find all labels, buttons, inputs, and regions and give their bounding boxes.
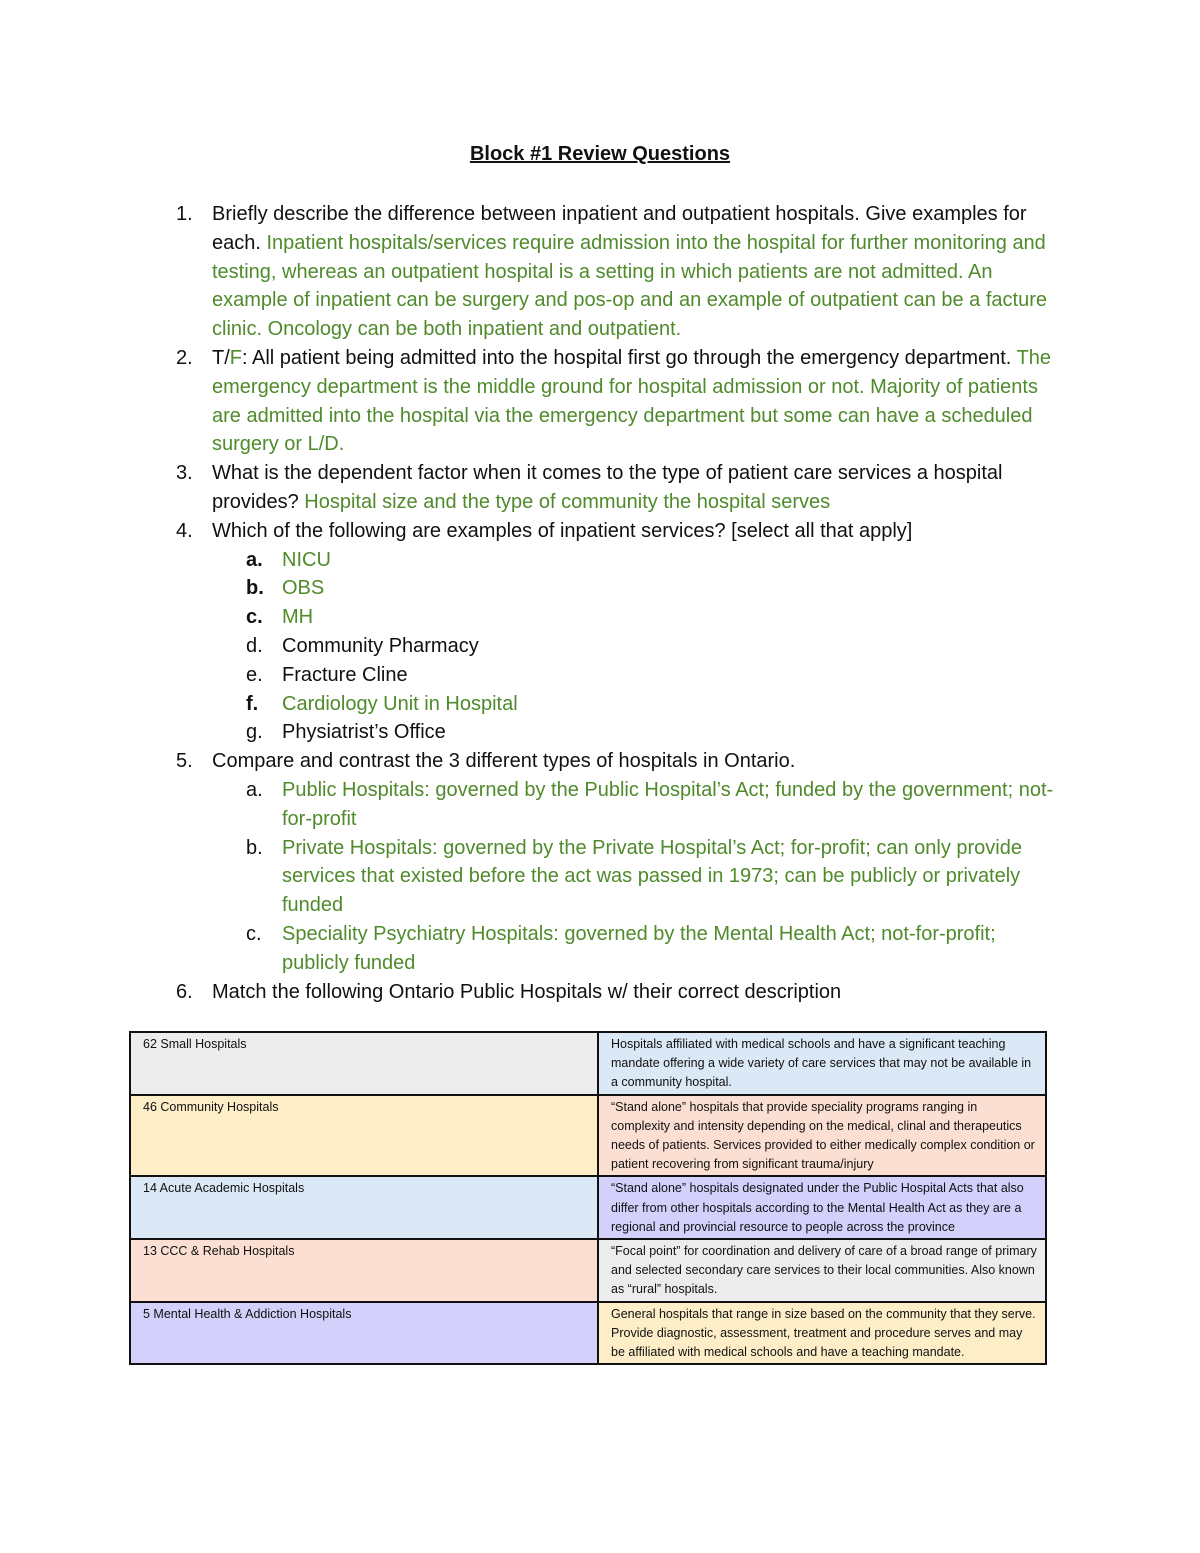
hospital-type-b: [176, 834, 1056, 920]
option-text: MH: [282, 606, 314, 629]
description-cell: “Focal point” for coordination and delivery of care of a broad range of primary and selected secondary care services to their local communities. Also known as “rural” hospitals.: [598, 1239, 1046, 1302]
question-1: [176, 200, 1056, 344]
option-text: Physiatrist’s Office: [282, 721, 446, 744]
question-6: [176, 978, 1056, 1007]
description-cell: “Stand alone” hospitals that provide speciality programs ranging in complexity and intensity depending on the medical, clinal and therapeutics needs of patients. Services provided to either medically complex condition or patient recovering from significant trauma/injury: [598, 1095, 1046, 1177]
option-letter: f.: [246, 692, 259, 715]
question-number: 6.: [176, 980, 193, 1003]
item-letter: a.: [246, 778, 263, 801]
table-row: [130, 1032, 1046, 1095]
question-number: 3.: [176, 462, 193, 485]
option-c: [176, 603, 1056, 632]
option-letter: e.: [246, 663, 263, 686]
hospital-name-cell: 46 Community Hospitals: [130, 1095, 598, 1177]
option-b: [176, 574, 1056, 603]
answer-text: The emergency department is the middle ground for hospital admission or not. Majority of patients are admitted into the hospital via the emergency department but some can have a scheduled surgery or L/D.: [212, 346, 1052, 456]
true-false-prefix: T/: [212, 346, 230, 369]
question-text: What is the dependent factor when it comes to the type of patient care services a hospital provides?: [212, 462, 1003, 513]
hospital-name-cell: 5 Mental Health & Addiction Hospitals: [130, 1302, 598, 1365]
question-text: Which of the following are examples of inpatient services? [select all that apply]: [212, 519, 913, 542]
answer-text: Inpatient hospitals/services require admission into the hospital for further monitoring and testing, whereas an outpatient hospital is a setting in which patients are not admitted. An example of inpatient can be surgery and pos-op and an example of outpatient can be a facture clinic. Oncology can be both inpatient and outpatient.: [212, 231, 1047, 341]
option-letter: g.: [246, 721, 263, 744]
question-list: [176, 200, 1056, 1006]
option-g: [176, 718, 1056, 747]
option-letter: a.: [246, 548, 263, 571]
table-row: [130, 1302, 1046, 1365]
table-row: [130, 1176, 1046, 1239]
hospital-type-c: [176, 920, 1056, 978]
item-letter: c.: [246, 922, 262, 945]
question-number: 1.: [176, 203, 193, 225]
option-e: [176, 661, 1056, 690]
option-text: NICU: [282, 548, 331, 571]
description-cell: General hospitals that range in size based on the community that they serve. Provide diagnostic, assessment, treatment and procedure serves and may be affiliated with medical schools and have a teaching mandate.: [598, 1302, 1046, 1365]
description-cell: “Stand alone” hospitals designated under the Public Hospital Acts that also differ from other hospitals according to the Mental Health Act as they are a regional and provincial resource to people across the province: [598, 1176, 1046, 1239]
table-row: [130, 1239, 1046, 1302]
question-2: [176, 344, 1056, 459]
page-title: Block #1 Review Questions: [469, 143, 731, 165]
option-a: [176, 546, 1056, 575]
question-5: [176, 747, 1056, 776]
item-text: Public Hospitals: governed by the Public Hospital’s Act; funded by the government; not-for-profit: [282, 778, 1054, 830]
question-4: [176, 517, 1056, 546]
question-3: [176, 459, 1056, 517]
question-text: Match the following Ontario Public Hospitals w/ their correct description: [212, 980, 842, 1003]
hospital-type-list: [176, 776, 1056, 978]
option-list: [176, 546, 1056, 748]
table-row: [130, 1095, 1046, 1177]
question-text: : All patient being admitted into the hospital first go through the emergency department.: [242, 346, 1012, 369]
true-false-selection: F: [229, 346, 242, 369]
hospital-name-cell: 13 CCC & Rehab Hospitals: [130, 1239, 598, 1302]
question-number: 4.: [176, 519, 193, 542]
question-text: Briefly describe the difference between inpatient and outpatient hospitals. Give examples for each.: [212, 203, 1027, 254]
option-text: Community Pharmacy: [282, 634, 479, 657]
option-text: Cardiology Unit in Hospital: [282, 692, 518, 715]
question-number: 2.: [176, 346, 193, 369]
option-text: Fracture Cline: [282, 663, 408, 686]
description-cell: Hospitals affiliated with medical schools and have a significant teaching mandate offering a wide variety of care services that may not be available in a community hospital.: [598, 1032, 1046, 1095]
option-letter: d.: [246, 634, 263, 657]
matching-table: [129, 1031, 1047, 1365]
option-f: [176, 690, 1056, 719]
hospital-name-cell: 14 Acute Academic Hospitals: [130, 1176, 598, 1239]
item-letter: b.: [246, 836, 263, 859]
option-text: OBS: [282, 577, 325, 600]
option-letter: c.: [246, 606, 263, 629]
hospital-name-cell: 62 Small Hospitals: [130, 1032, 598, 1095]
option-letter: b.: [246, 577, 264, 600]
hospital-type-a: [176, 776, 1056, 834]
item-text: Private Hospitals: governed by the Private Hospital’s Act; for-profit; can only provide services that existed before the act was passed in 1973; can be publicly or privately funded: [282, 836, 1022, 917]
option-d: [176, 632, 1056, 661]
question-text: Compare and contrast the 3 different types of hospitals in Ontario.: [212, 750, 796, 773]
question-number: 5.: [176, 750, 193, 773]
answer-text: Hospital size and the type of community the hospital serves: [304, 490, 831, 513]
item-text: Speciality Psychiatry Hospitals: governed by the Mental Health Act; not-for-profit; publicly funded: [282, 922, 996, 974]
